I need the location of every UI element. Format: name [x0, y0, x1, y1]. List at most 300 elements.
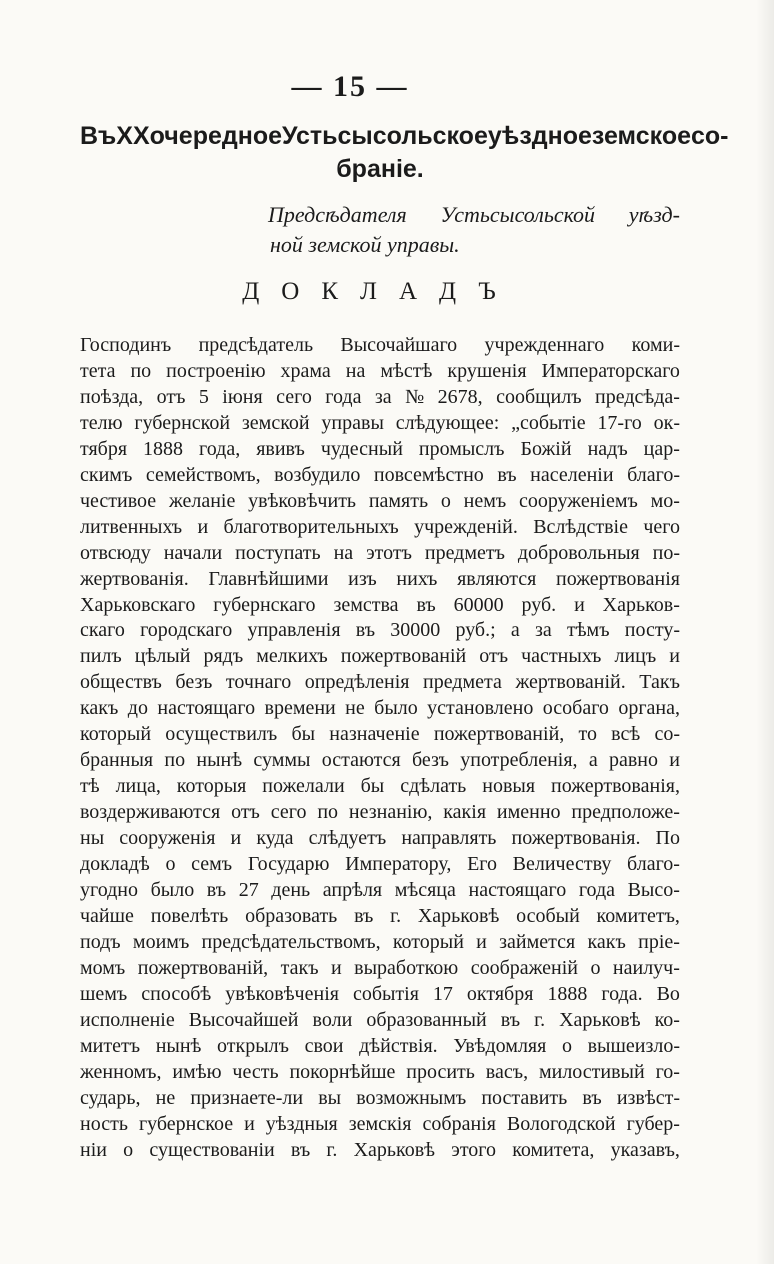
text-line [80, 800, 680, 826]
word: воздерживаются [80, 801, 221, 824]
word: по [130, 359, 152, 382]
text-line [80, 904, 680, 930]
word: слѣдующее: [395, 411, 500, 434]
text-line [80, 1008, 680, 1034]
word: и [197, 515, 209, 538]
text-line [80, 618, 680, 644]
word: равно [608, 749, 659, 772]
word: о [590, 956, 601, 979]
from-word: Устьсысольской [440, 202, 596, 227]
word: увѣковѣченія [225, 982, 339, 1005]
word: направлять [401, 827, 497, 850]
word: со- [654, 723, 680, 746]
word: тѣ [80, 775, 100, 798]
word: остаются [321, 749, 401, 772]
word: чайше [80, 904, 134, 927]
text-line [80, 722, 680, 748]
word: предсѣдатель [198, 334, 314, 356]
word: 5 [198, 385, 209, 408]
word: какія [443, 801, 487, 824]
word: населеніи [530, 463, 614, 486]
word: а [588, 749, 598, 772]
word: предсѣдательствомъ, [201, 930, 381, 953]
word: уѣздныя [265, 1112, 338, 1135]
word: отъ [156, 385, 186, 408]
word: комитетъ, [596, 904, 680, 927]
word: въ [582, 1086, 602, 1109]
word: года [325, 385, 362, 408]
word: тября [80, 437, 128, 460]
word: посту- [624, 619, 680, 642]
word: за [534, 619, 552, 642]
word: благо- [627, 463, 680, 486]
word: назначеніе [329, 723, 420, 746]
word: и [244, 1112, 255, 1135]
word: желаніе [168, 489, 236, 512]
word: Императорскаго [541, 359, 680, 382]
word: Харьковѣ [559, 1008, 641, 1031]
word: шемъ [80, 982, 128, 1005]
word: повелѣть [150, 904, 229, 927]
text-line [80, 437, 680, 463]
word: и [331, 956, 342, 979]
word: Во [656, 982, 680, 1005]
word: Государю [247, 853, 330, 876]
word: 17-го [597, 411, 642, 434]
word: то [578, 723, 597, 746]
word: Императору, [345, 853, 452, 876]
word: на [345, 359, 366, 382]
from-line-2 [80, 230, 680, 260]
word: точнаго [225, 671, 292, 694]
word: свои [304, 1034, 344, 1057]
word: го- [655, 1060, 680, 1083]
word: 30000 [390, 619, 441, 642]
word: милостивый [538, 1060, 645, 1083]
word: Высочайшаго [340, 334, 458, 356]
word: женномъ, [80, 1060, 162, 1083]
word: семъ [191, 853, 233, 876]
header-line-1 [80, 120, 729, 153]
word: сообщилъ [496, 385, 582, 408]
word: лица, [115, 775, 161, 798]
word: въ [354, 904, 374, 927]
word: благотворительныхъ [223, 515, 399, 538]
word: учрежденнаго [484, 334, 605, 356]
word: образованный [366, 1008, 487, 1031]
text-line [80, 515, 680, 541]
word: предметъ [424, 541, 505, 564]
word: повсемѣстно [373, 463, 484, 486]
text-line [80, 1034, 680, 1060]
text-line [80, 359, 680, 385]
word: органа, [618, 697, 680, 720]
word: пожертвованія. [511, 827, 641, 850]
text-line [80, 956, 680, 982]
text-line [80, 826, 680, 852]
word: имѣю [172, 1060, 222, 1083]
word: сего [270, 801, 307, 824]
word: такъ [280, 956, 319, 979]
word: сооруженія [119, 827, 216, 850]
word: дѣйствія. [359, 1034, 438, 1057]
word: года [578, 879, 615, 902]
word: сего [276, 385, 312, 408]
word: рядъ [203, 645, 244, 668]
word: Господинъ [80, 334, 172, 356]
word: построенію [166, 359, 266, 382]
word: слѣдуетъ [308, 827, 387, 850]
word: времени [264, 697, 336, 720]
word: Высочайшей [188, 1008, 299, 1031]
word: указавъ, [610, 1138, 680, 1161]
word: въ [416, 593, 436, 616]
word: пожертвованія [556, 567, 680, 590]
word: явивъ [256, 437, 305, 460]
word: промыслъ [418, 437, 505, 460]
word: чего [643, 515, 680, 538]
word: извѣст- [616, 1086, 680, 1109]
word: особый [516, 904, 580, 927]
word: мелкихъ [256, 645, 328, 668]
text-line [80, 852, 680, 878]
word: Вслѣдствіе [533, 515, 628, 538]
word: отъ [479, 645, 509, 668]
word: бранныя [80, 749, 154, 772]
word: 60000 [453, 593, 504, 616]
word: пожертвованій [340, 645, 467, 668]
word: займется [499, 930, 576, 953]
word: моимъ [132, 930, 190, 953]
word: митетъ [80, 1034, 141, 1057]
word: соображеній [470, 956, 579, 979]
header-line-2: браніе. [336, 155, 424, 183]
word: поступать [235, 541, 321, 564]
word: 2678, [437, 385, 483, 408]
word: Его [467, 853, 497, 876]
word: губернскаго [213, 593, 316, 616]
text-line [80, 878, 680, 904]
word: „событіе [511, 411, 586, 434]
header-block [80, 120, 729, 186]
text-line [80, 385, 680, 411]
word: признаете-ли [190, 1086, 304, 1109]
word: октября [466, 982, 534, 1005]
word: угодно [80, 879, 139, 902]
word: начали [163, 541, 223, 564]
text-line [80, 489, 680, 515]
word: выработкою [354, 956, 459, 979]
word: который [392, 930, 464, 953]
word: какъ [80, 697, 119, 720]
word: который [80, 723, 152, 746]
word: о [123, 1138, 134, 1161]
word: опредѣленія [304, 671, 410, 694]
text-line [80, 1112, 680, 1138]
word: бы [291, 723, 316, 746]
word: частныхъ [521, 645, 602, 668]
word: и [669, 645, 680, 668]
word: телю [80, 411, 123, 434]
word: 17 [432, 982, 453, 1005]
word: въ [290, 1138, 311, 1161]
word: увѣковѣчить [248, 489, 357, 512]
word: не [155, 1086, 176, 1109]
word: не [345, 697, 365, 720]
word: г. [534, 1008, 546, 1031]
word: установлено [427, 697, 534, 720]
word: предмета [423, 671, 502, 694]
word: № [405, 385, 425, 408]
header-word: XX [116, 122, 150, 150]
word: въ [497, 463, 517, 486]
word: скимъ [80, 463, 133, 486]
page-number: — 15 — [291, 70, 409, 103]
word: докладѣ [80, 853, 150, 876]
text-line [80, 541, 680, 567]
word: предсѣда- [595, 385, 680, 408]
word: предположе- [571, 801, 680, 824]
word: семействомъ, [145, 463, 261, 486]
word: и [574, 593, 585, 616]
word: апрѣля [322, 879, 383, 902]
report-body [80, 333, 680, 1164]
word: до [127, 697, 148, 720]
text-line [80, 411, 680, 437]
word: сооруженіемъ [518, 489, 638, 512]
word: руб.; [455, 619, 496, 642]
word: немъ [463, 489, 507, 512]
word: цѣлый [134, 645, 191, 668]
word: въ [355, 619, 376, 642]
word: собранія [422, 1112, 496, 1135]
word: Вологодской [506, 1112, 616, 1135]
header-word: со- [691, 122, 729, 150]
word: ность [80, 1112, 128, 1135]
text-line [80, 696, 680, 722]
word: день [271, 879, 311, 902]
word: Главнѣйшими [208, 567, 329, 590]
word: по [164, 749, 186, 772]
word: руб. [521, 593, 557, 616]
word: возбудило [274, 463, 361, 486]
text-line [80, 567, 680, 593]
word: пожертвованій, [137, 956, 269, 979]
word: сударь, [80, 1086, 141, 1109]
header-word: Въ [80, 122, 117, 150]
from-word: ной земской управы. [270, 232, 460, 257]
word: безъ [412, 749, 449, 772]
word: наилуч- [612, 956, 680, 979]
word: и [669, 749, 680, 772]
text-line [80, 644, 680, 670]
word: честь [232, 1060, 279, 1083]
word: вы [318, 1086, 342, 1109]
word: возможнымъ [356, 1086, 467, 1109]
word: г. [326, 1138, 338, 1161]
text-line [80, 748, 680, 774]
word: губернской [134, 411, 231, 434]
word: цар- [643, 437, 680, 460]
word: въ [500, 1008, 521, 1031]
word: о [440, 489, 451, 512]
word: было [374, 697, 418, 720]
word: скаго [80, 619, 125, 642]
word: являются [457, 567, 537, 590]
word: земскія [348, 1112, 412, 1135]
word: этого [451, 1138, 496, 1161]
word: Величеству [512, 853, 612, 876]
text-line [80, 593, 680, 619]
word: управы [321, 411, 384, 434]
word: обществъ [80, 671, 162, 694]
word: земства [333, 593, 399, 616]
word: нынѣ [155, 1034, 202, 1057]
text-line [80, 1086, 680, 1112]
word: было [150, 879, 195, 902]
word: литвенныхъ [80, 515, 183, 538]
header-word: очередное [149, 122, 283, 150]
word: на [333, 541, 354, 564]
word: 1888 [143, 437, 184, 460]
word: губернское [138, 1112, 234, 1135]
word: о [165, 853, 176, 876]
word: лицъ [614, 645, 657, 668]
word: образовать [245, 904, 338, 927]
from-word: уѣзд- [628, 202, 680, 227]
word: осуществилъ [165, 723, 278, 746]
text-line [80, 982, 680, 1008]
word: новыя [482, 775, 536, 798]
word: по- [652, 541, 680, 564]
word: употребленія, [460, 749, 578, 772]
word: настоящаго [157, 697, 256, 720]
word: нихъ [396, 567, 438, 590]
word: добровольныя [517, 541, 640, 564]
word: Харьковѣ [417, 904, 500, 927]
word: благо- [627, 853, 680, 876]
word: Высо- [627, 879, 680, 902]
word: жертвованія. [80, 567, 189, 590]
from-block [80, 200, 680, 260]
word: надъ [587, 437, 628, 460]
word: безъ [175, 671, 213, 694]
word: жертвованій. [515, 671, 626, 694]
word: пожелали [262, 775, 345, 798]
page-edge-shadow [756, 0, 774, 1264]
word: поѣзда, [80, 385, 144, 408]
word: ко- [654, 1008, 680, 1031]
word: за [374, 385, 392, 408]
word: тѣмъ [566, 619, 610, 642]
word: пилъ [80, 645, 122, 668]
word: Божій [520, 437, 572, 460]
word: въ [206, 879, 227, 902]
word: и [476, 930, 487, 953]
word: а [510, 619, 520, 642]
word: мѣстѣ [380, 359, 433, 382]
word: открылъ [217, 1034, 289, 1057]
word: отвсюду [80, 541, 151, 564]
word: куда [256, 827, 294, 850]
word: этотъ [366, 541, 412, 564]
word: по [317, 801, 339, 824]
word: комитета, [512, 1138, 595, 1161]
from-word: Предсѣдателя [268, 202, 407, 227]
word: крушенія [447, 359, 527, 382]
word: земской [241, 411, 310, 434]
text-line [80, 1138, 680, 1164]
word: городскаго [140, 619, 233, 642]
word: мо- [650, 489, 680, 512]
word: момъ [80, 956, 126, 979]
word: васъ, [485, 1060, 529, 1083]
word: учрежденій. [414, 515, 518, 538]
word: Харьковскаго [80, 593, 196, 616]
text-line [80, 930, 680, 956]
word: изъ [348, 567, 377, 590]
text-line [80, 1060, 680, 1086]
word: Харьковѣ [353, 1138, 436, 1161]
word: воли [312, 1008, 353, 1031]
text-line [80, 774, 680, 800]
word: способѣ [141, 982, 212, 1005]
document-title: ДОКЛАДЪ [242, 278, 518, 305]
word: подъ [80, 930, 121, 953]
word: пріе- [638, 930, 680, 953]
word: пожертвованія, [551, 775, 680, 798]
word: коми- [631, 334, 680, 356]
text-line [80, 463, 680, 489]
word: исполненіе [80, 1008, 175, 1031]
word: именно [496, 801, 561, 824]
header-word: уѣздное [487, 122, 592, 150]
from-line-1 [80, 200, 680, 230]
word: честивое [80, 489, 157, 512]
word: Увѣдомляя [453, 1034, 547, 1057]
word: ны [80, 827, 105, 850]
word: губер- [626, 1112, 680, 1135]
word: По [655, 827, 680, 850]
word: о [561, 1034, 572, 1057]
word: года, [199, 437, 241, 460]
word: сдѣлать [400, 775, 467, 798]
word: храма [280, 359, 331, 382]
word: чудесный [320, 437, 403, 460]
word: пожертвованій, [433, 723, 565, 746]
text-line [80, 333, 680, 359]
word: поставить [481, 1086, 568, 1109]
word: г. [390, 904, 402, 927]
word: ніи [80, 1138, 107, 1161]
word: память [368, 489, 429, 512]
word: іюня [222, 385, 263, 408]
word: года. [601, 982, 643, 1005]
text-line [80, 670, 680, 696]
word: просить [406, 1060, 475, 1083]
word: отъ [231, 801, 260, 824]
word: ок- [653, 411, 680, 434]
word: всѣ [611, 723, 641, 746]
word: тета [80, 359, 116, 382]
header-word: Устьсысольское [282, 122, 488, 150]
word: Харьков- [602, 593, 680, 616]
header-word: земское [591, 122, 691, 150]
word: особаго [542, 697, 609, 720]
word: 27 [238, 879, 259, 902]
word: существованіи [149, 1138, 275, 1161]
word: и [230, 827, 242, 850]
